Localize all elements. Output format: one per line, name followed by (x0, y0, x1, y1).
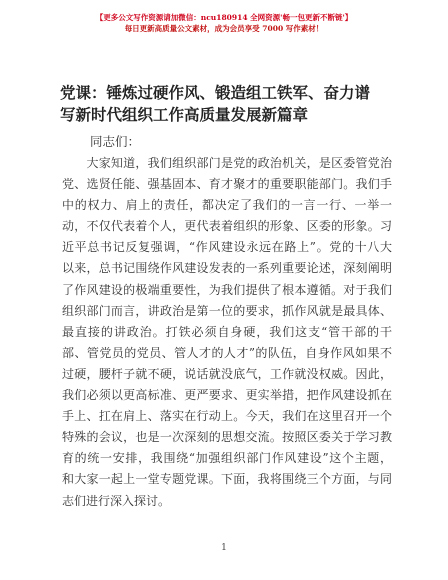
salutation: 同志们： (90, 134, 141, 149)
body-line: 和大家一起上一堂专题党课。下面，我将围绕三个方面，与同 (62, 472, 392, 487)
body-line: 党、选贤任能、强基固本、育才聚才的重要职能部门。我们手 (62, 177, 392, 192)
body-line: 我们必须以更高标准、更严要求、更实举措，把作风建设抓在 (62, 388, 392, 403)
body-line: 了作风建设的极端重要性，为我们提供了根本遵循。对于我们 (62, 282, 392, 297)
body-line: 中的权力、肩上的责任，都决定了我们的一言一行、一举一 (62, 198, 392, 213)
body-line: 最直接的讲政治。打铁必须自身硬，我们这支“管干部的干 (62, 324, 392, 339)
body-line: 近平总书记反复强调，“作风建设永远在路上”。党的十八大 (62, 240, 392, 255)
body-line: 动，不仅代表着个人，更代表着组织的形象、区委的形象。习 (62, 219, 392, 234)
body-line: 组织部门而言，讲政治是第一位的要求，抓作风就是最具体、 (62, 303, 392, 318)
promo-banner (0, 12, 448, 34)
promo-banner-line-1: 【更多公文写作资源请加微信：ncu180914 全网资源'畅一包更新不断链'】 (95, 13, 353, 22)
body-line: 过硬，腰杆子就不硬，说话就没底气，工作就没权威。因此， (62, 366, 392, 381)
body-line: 育的统一安排，我围绕“加强组织部门作风建设”这个主题， (62, 451, 392, 466)
body-line: 手上、扛在肩上、落实在行动上。今天，我们在这里召开一个 (62, 409, 392, 424)
body-line: 大家知道，我们组织部门是党的政治机关，是区委管党治 (62, 156, 392, 170)
body-line: 志们进行深入探讨。 (62, 493, 171, 508)
body-line: 以来，总书记围绕作风建设发表的一系列重要论述，深刻阐明 (62, 261, 392, 276)
document-body (62, 153, 392, 512)
title-line-1: 党课：锤炼过硬作风、锻造组工铁军、奋力谱 (60, 84, 371, 102)
page-number: 1 (221, 543, 227, 553)
body-line: 特殊的会议，也是一次深刻的思想交流。按照区委关于学习教 (62, 430, 392, 445)
body-line: 部、管党员的党员、管人才的人才”的队伍，自身作风如果不 (62, 345, 392, 360)
title-line-2: 写新时代组织工作高质量发展新篇章 (60, 106, 309, 124)
document-title (60, 82, 390, 126)
promo-banner-line-2: 每日更新高质量公文素材，成为会员享受 7000 写作素材！ (124, 24, 324, 33)
